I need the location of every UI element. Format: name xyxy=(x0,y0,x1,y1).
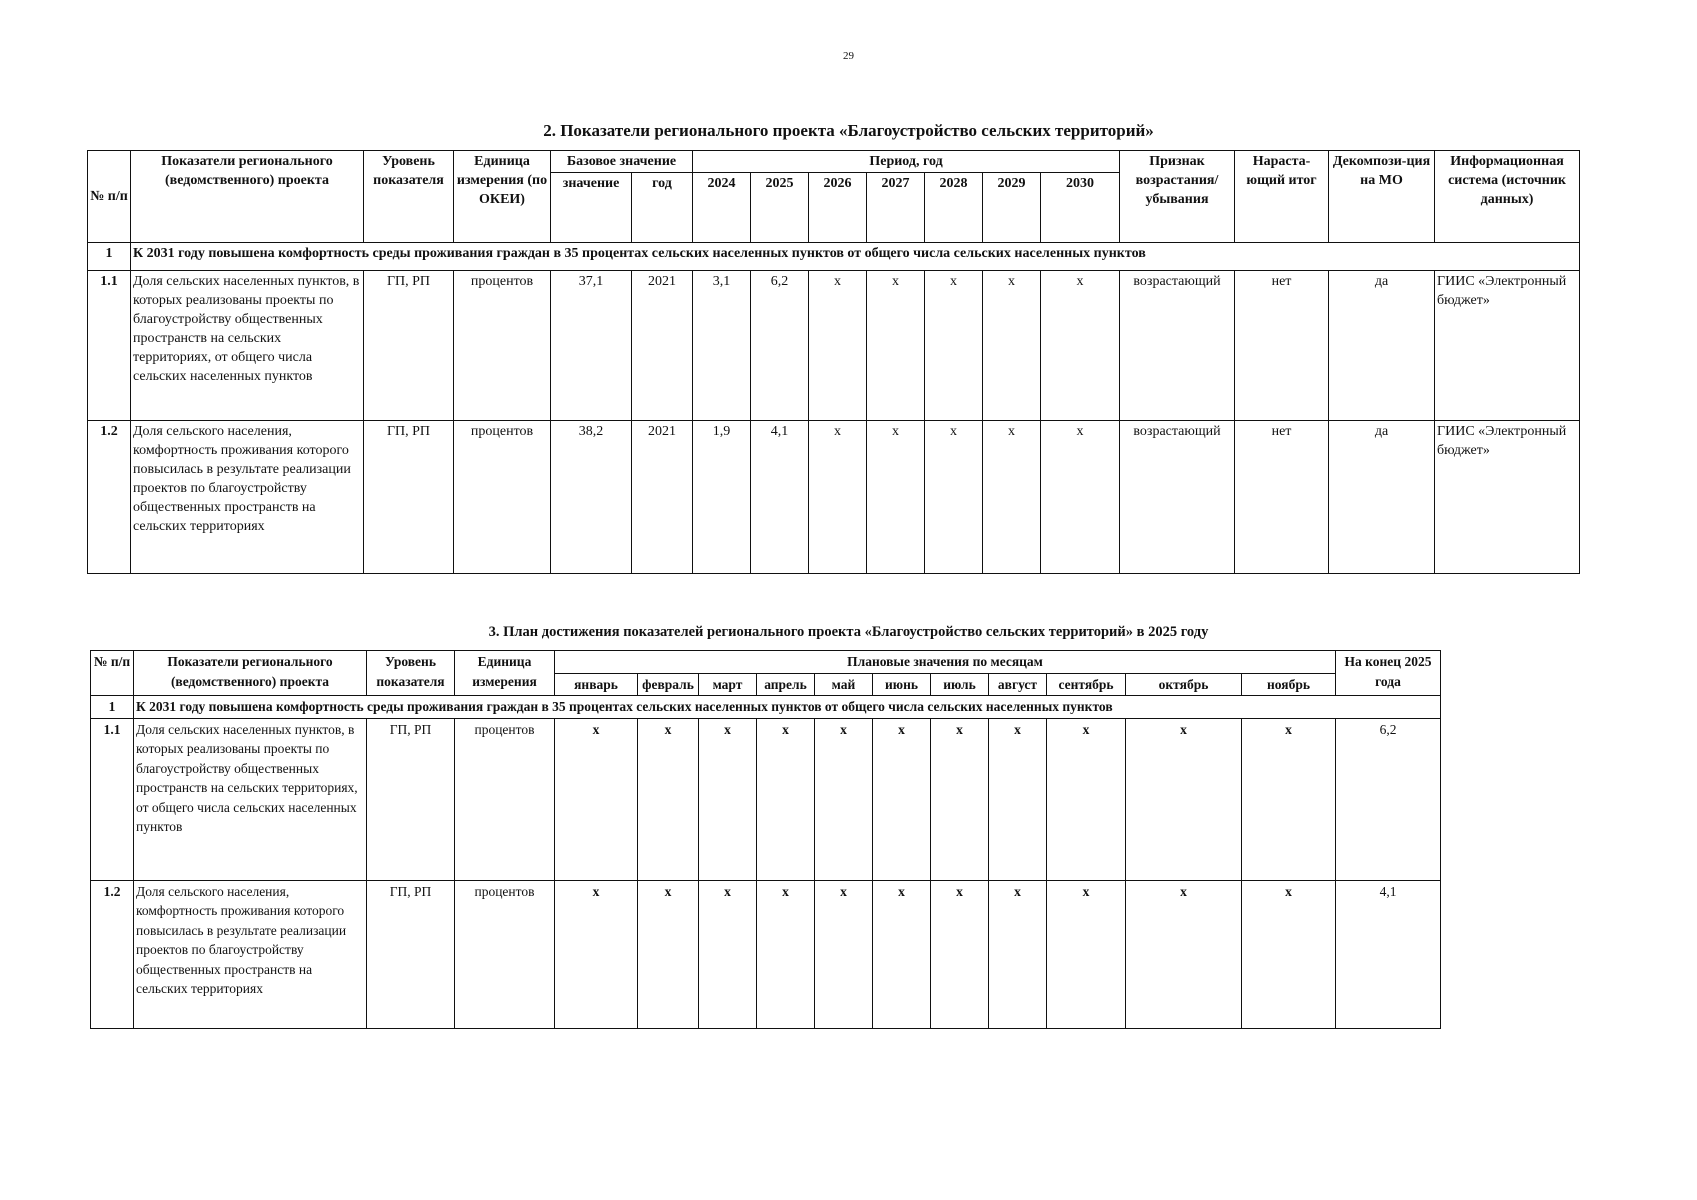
row-value: x xyxy=(809,421,867,574)
row-month-value: x xyxy=(931,880,989,1028)
indicators-table xyxy=(87,150,1580,574)
row-indicator: Доля сельских населенных пунктов, в которых реализованы проекты по благоустройству общественных пространств на сельских территориях, от общего числа сельских населенных пунктов xyxy=(131,271,364,421)
row-month-value: x xyxy=(1242,718,1336,880)
row-level: ГП, РП xyxy=(364,271,454,421)
col-header-level: Уровень показателя xyxy=(367,651,455,696)
row-level: ГП, РП xyxy=(364,421,454,574)
row-month-value: x xyxy=(638,880,699,1028)
row-value: x xyxy=(983,271,1041,421)
col-header-month: апрель xyxy=(757,673,815,696)
row-unit: процентов xyxy=(455,880,555,1028)
row-value: x xyxy=(1041,271,1120,421)
col-header-decomp: Декомпози-ция на МО xyxy=(1329,151,1435,243)
row-month-value: x xyxy=(699,718,757,880)
row-base-value: 37,1 xyxy=(551,271,632,421)
row-cumulative: нет xyxy=(1235,421,1329,574)
row-num: 1.1 xyxy=(88,271,131,421)
row-value: x xyxy=(809,271,867,421)
col-header-month: июль xyxy=(931,673,989,696)
col-header-base-year: год xyxy=(632,173,693,243)
row-indicator: Доля сельского населения, комфортность проживания которого повысилась в результате реализации проектов по благоустройству общественных пространств на сельских территориях xyxy=(131,421,364,574)
col-header-source: Информационная система (источник данных) xyxy=(1435,151,1580,243)
row-month-value: x xyxy=(873,718,931,880)
col-header-level: Уровень показателя xyxy=(364,151,454,243)
col-header-num: № п/п xyxy=(91,651,134,696)
col-header-num: № п/п xyxy=(88,151,131,243)
col-header-plan: Плановые значения по месяцам xyxy=(555,651,1336,674)
col-header-month: июнь xyxy=(873,673,931,696)
row-unit: процентов xyxy=(455,718,555,880)
table-row xyxy=(91,880,1441,1028)
col-header-month: август xyxy=(989,673,1047,696)
col-header-year: 2027 xyxy=(867,173,925,243)
section-num: 1 xyxy=(91,696,134,719)
row-month-value: x xyxy=(1047,880,1126,1028)
col-header-month: октябрь xyxy=(1126,673,1242,696)
row-value: 3,1 xyxy=(693,271,751,421)
row-month-value: x xyxy=(1047,718,1126,880)
col-header-unit: Единица измерения (по ОКЕИ) xyxy=(454,151,551,243)
row-month-value: x xyxy=(1126,880,1242,1028)
col-header-cumulative: Нараста-ющий итог xyxy=(1235,151,1329,243)
row-value: x xyxy=(867,421,925,574)
row-month-value: x xyxy=(555,880,638,1028)
table2-caption: 3. План достижения показателей регионального проекта «Благоустройство сельских территорий» в 2025 году xyxy=(488,624,1209,640)
row-value: 6,2 xyxy=(751,271,809,421)
row-unit: процентов xyxy=(454,271,551,421)
row-unit: процентов xyxy=(454,421,551,574)
row-month-value: x xyxy=(555,718,638,880)
row-month-value: x xyxy=(757,880,815,1028)
row-month-value: x xyxy=(989,718,1047,880)
row-indicator: Доля сельского населения, комфортность проживания которого повысилась в результате реализации проектов по благоустройству общественных пространств на сельских территориях xyxy=(134,880,367,1028)
row-base-year: 2021 xyxy=(632,421,693,574)
col-header-period: Период, год xyxy=(693,151,1120,173)
col-header-month: ноябрь xyxy=(1242,673,1336,696)
row-decomp: да xyxy=(1329,421,1435,574)
col-header-month: январь xyxy=(555,673,638,696)
section-title: К 2031 году повышена комфортность среды проживания граждан в 35 процентах сельских населенных пунктов от общего числа сельских населенных пунктов xyxy=(131,243,1580,271)
row-value: x xyxy=(1041,421,1120,574)
row-level: ГП, РП xyxy=(367,718,455,880)
row-source: ГИИС «Электронный бюджет» xyxy=(1435,421,1580,574)
row-trend: возрастающий xyxy=(1120,271,1235,421)
row-month-value: x xyxy=(931,718,989,880)
col-header-year-end: На конец 2025 года xyxy=(1336,651,1441,696)
section-title: К 2031 году повышена комфортность среды проживания граждан в 35 процентах сельских населенных пунктов от общего числа сельских населенных пунктов xyxy=(134,696,1441,719)
table-row xyxy=(91,718,1441,880)
col-header-indicator: Показатели регионального (ведомственного) проекта xyxy=(134,651,367,696)
col-header-indicator: Показатели регионального (ведомственного) проекта xyxy=(131,151,364,243)
col-header-month: май xyxy=(815,673,873,696)
row-trend: возрастающий xyxy=(1120,421,1235,574)
col-header-year: 2029 xyxy=(983,173,1041,243)
col-header-year: 2028 xyxy=(925,173,983,243)
row-month-value: x xyxy=(1242,880,1336,1028)
row-decomp: да xyxy=(1329,271,1435,421)
col-header-trend: Признак возрастания/ убывания xyxy=(1120,151,1235,243)
row-value: 4,1 xyxy=(751,421,809,574)
row-value: x xyxy=(925,271,983,421)
row-month-value: x xyxy=(989,880,1047,1028)
row-num: 1.2 xyxy=(91,880,134,1028)
row-source: ГИИС «Электронный бюджет» xyxy=(1435,271,1580,421)
row-value: x xyxy=(983,421,1041,574)
row-year-end: 4,1 xyxy=(1336,880,1441,1028)
col-header-year: 2030 xyxy=(1041,173,1120,243)
col-header-year: 2026 xyxy=(809,173,867,243)
page-number: 29 xyxy=(843,50,854,62)
col-header-year: 2025 xyxy=(751,173,809,243)
row-cumulative: нет xyxy=(1235,271,1329,421)
row-month-value: x xyxy=(757,718,815,880)
table1-caption: 2. Показатели регионального проекта «Благоустройство сельских территорий» xyxy=(543,121,1154,140)
row-value: x xyxy=(867,271,925,421)
col-header-month: сентябрь xyxy=(1047,673,1126,696)
col-header-year: 2024 xyxy=(693,173,751,243)
row-month-value: x xyxy=(873,880,931,1028)
col-header-base: Базовое значение xyxy=(551,151,693,173)
row-num: 1.1 xyxy=(91,718,134,880)
row-month-value: x xyxy=(815,880,873,1028)
row-month-value: x xyxy=(699,880,757,1028)
row-month-value: x xyxy=(638,718,699,880)
table-row xyxy=(88,271,1580,421)
row-indicator: Доля сельских населенных пунктов, в которых реализованы проекты по благоустройству общественных пространств на сельских территориях, от общего числа сельских населенных пунктов xyxy=(134,718,367,880)
row-month-value: x xyxy=(815,718,873,880)
monthly-plan-table xyxy=(90,650,1441,1029)
row-base-year: 2021 xyxy=(632,271,693,421)
row-value: 1,9 xyxy=(693,421,751,574)
row-level: ГП, РП xyxy=(367,880,455,1028)
row-num: 1.2 xyxy=(88,421,131,574)
row-value: x xyxy=(925,421,983,574)
section-num: 1 xyxy=(88,243,131,271)
row-year-end: 6,2 xyxy=(1336,718,1441,880)
col-header-base-value: значение xyxy=(551,173,632,243)
table-row xyxy=(88,421,1580,574)
col-header-month: март xyxy=(699,673,757,696)
col-header-unit: Единица измерения xyxy=(455,651,555,696)
col-header-month: февраль xyxy=(638,673,699,696)
row-month-value: x xyxy=(1126,718,1242,880)
row-base-value: 38,2 xyxy=(551,421,632,574)
